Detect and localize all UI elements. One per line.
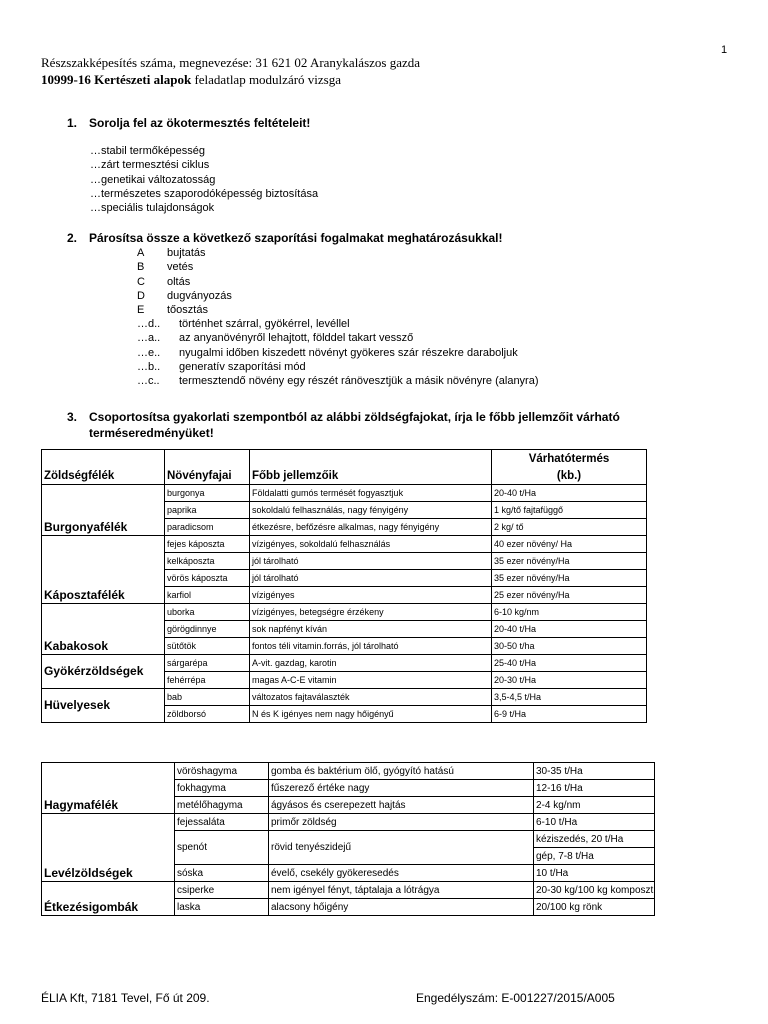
plant-cell: kelkáposzta: [165, 553, 250, 570]
group-burgonyafelek: Burgonyafélék: [42, 485, 165, 536]
feature-cell: vízigényes, betegségre érzékeny: [250, 604, 492, 621]
question-3-number: 3.: [67, 410, 78, 424]
feature-cell: jól tárolható: [250, 553, 492, 570]
term-row: [137, 246, 232, 260]
term-name: vetés: [167, 261, 194, 274]
term-name: tőosztás: [167, 304, 208, 317]
footer-address: ÉLIA Kft, 7181 Tevel, Fő út 209.: [41, 991, 210, 1005]
plant-cell: paradicsom: [165, 519, 250, 536]
feature-cell: alacsony hőigény: [269, 899, 534, 916]
feature-cell: változatos fajtaválaszték: [250, 689, 492, 706]
yield-cell: 10 t/Ha: [534, 865, 655, 882]
pair-row: [137, 360, 539, 374]
group-huvelyesek: Hüvelyesek: [42, 689, 165, 723]
pair-text: nyugalmi időben kiszedett növényt gyökeres szár részekre daraboljuk: [179, 346, 518, 359]
plant-cell: bab: [165, 689, 250, 706]
plant-cell: fejessaláta: [175, 814, 269, 831]
pair-row: [137, 374, 539, 388]
group-levelzoldsegek: Levélzöldségek: [42, 814, 175, 882]
question-3-title-line1: Csoportosítsa gyakorlati szempontból az alábbi zöldségfajokat, írja le főbb jellemzőit várható: [89, 410, 620, 424]
answer-item: …speciális tulajdonságok: [90, 202, 215, 215]
yield-cell: 30-35 t/Ha: [534, 763, 655, 780]
yield-cell: 25 ezer növény/Ha: [492, 587, 647, 604]
feature-cell: évelő, csekély gyökeresedés: [269, 865, 534, 882]
pair-answer: …c..: [137, 375, 160, 388]
yield-cell: 20/100 kg rönk: [534, 899, 655, 916]
pair-text: termesztendő növény egy részét ránövesztjük a másik növényre (alanyra): [179, 375, 539, 388]
plant-cell: vörös káposzta: [165, 570, 250, 587]
table-header-row: [42, 467, 647, 485]
footer-license: Engedélyszám: E-001227/2015/A005: [416, 991, 615, 1005]
pair-row: [137, 346, 539, 360]
yield-cell: 20-30 kg/100 kg komposzt: [534, 882, 655, 899]
group-kaposztafelek: Káposztafélék: [42, 536, 165, 604]
question-3-title-line2: terméseredményüket!: [89, 426, 214, 440]
feature-cell: sokoldalú felhasználás, nagy fényigény: [250, 502, 492, 519]
feature-cell: A-vit. gazdag, karotin: [250, 655, 492, 672]
plant-cell: paprika: [165, 502, 250, 519]
feature-cell: Földalatti gumós termését fogyasztjuk: [250, 485, 492, 502]
question-3: [67, 409, 727, 441]
plant-cell: karfiol: [165, 587, 250, 604]
question-2-title: Párosítsa össze a következő szaporítási fogalmakat meghatározásukkal!: [89, 231, 503, 245]
term-letter: E: [137, 304, 145, 317]
question-1: [67, 116, 310, 130]
feature-cell: magas A-C-E vitamin: [250, 672, 492, 689]
feature-cell: fontos téli vitamin.forrás, jól tárolható: [250, 638, 492, 655]
question-1-number: 1.: [67, 116, 78, 130]
yield-cell: 30-50 t/ha: [492, 638, 647, 655]
term-name: bujtatás: [167, 247, 206, 259]
table-row: [42, 604, 647, 621]
yield-cell: 40 ezer növény/ Ha: [492, 536, 647, 553]
feature-cell: gomba és baktérium ölő, gyógyító hatású: [269, 763, 534, 780]
yield-cell: 1 kg/tő fajtafüggő: [492, 502, 647, 519]
table-row: [42, 655, 647, 672]
plant-cell: zöldborsó: [165, 706, 250, 723]
header-variety: Növényfajai: [165, 467, 250, 485]
plant-cell: laska: [175, 899, 269, 916]
plant-cell: sütőtök: [165, 638, 250, 655]
question-1-answers: [90, 144, 318, 215]
term-row: [137, 289, 232, 303]
feature-cell: N és K igényes nem nagy hőigényű: [250, 706, 492, 723]
table-row: [42, 763, 655, 780]
group-etkezesigombak: Étkezésigombák: [42, 882, 175, 916]
plant-cell: metélőhagyma: [175, 797, 269, 814]
yield-cell: 35 ezer növény/Ha: [492, 570, 647, 587]
question-1-title: Sorolja fel az ökotermesztés feltételeit!: [89, 116, 311, 130]
vegetable-table: [41, 449, 647, 723]
header-module-code: 10999-16 Kertészeti alapok: [41, 72, 192, 87]
page-number: 1: [721, 44, 728, 56]
question-2-number: 2.: [67, 231, 78, 245]
feature-cell: primőr zöldség: [269, 814, 534, 831]
yield-cell: 6-10 kg/nm: [492, 604, 647, 621]
term-row: [137, 275, 232, 289]
table-row: [42, 882, 655, 899]
plant-cell: vöröshagyma: [175, 763, 269, 780]
feature-cell: nem igényel fényt, táptalaja a lótrágya: [269, 882, 534, 899]
pair-answer: …a..: [137, 332, 161, 345]
pair-answer: …b..: [137, 360, 161, 373]
yield-cell: 6-10 t/Ha: [534, 814, 655, 831]
header-cell-empty: [165, 450, 250, 468]
answer-item: …stabil termőképesség: [90, 145, 205, 157]
plant-cell: fokhagyma: [175, 780, 269, 797]
term-row: [137, 260, 232, 274]
feature-cell: sok napfényt kíván: [250, 621, 492, 638]
feature-cell: fűszerező értéke nagy: [269, 780, 534, 797]
plant-cell: fejes káposzta: [165, 536, 250, 553]
vegetable-table-2: [41, 762, 655, 916]
yield-cell: gép, 7-8 t/Ha: [534, 848, 655, 865]
pair-text: generatív szaporítási mód: [179, 360, 306, 373]
feature-cell: vízigényes: [250, 587, 492, 604]
table-header-row: [42, 450, 647, 468]
table-row: [42, 814, 655, 831]
yield-cell: 12-16 t/Ha: [534, 780, 655, 797]
feature-cell: jól tárolható: [250, 570, 492, 587]
term-row: [137, 303, 232, 317]
answer-item: …természetes szaporodóképesség biztosítása: [90, 187, 319, 200]
header-module-rest: feladatlap modulzáró vizsga: [191, 72, 342, 87]
yield-cell: 20-40 t/Ha: [492, 485, 647, 502]
question-2: [67, 231, 503, 245]
answer-item: …zárt termesztési ciklus: [90, 159, 210, 172]
header-cell-empty: [250, 450, 492, 468]
feature-cell: vízigényes, sokoldalú felhasználás: [250, 536, 492, 553]
header-module: [41, 72, 341, 88]
group-hagymafelek: Hagymafélék: [42, 763, 175, 814]
answer-item: …genetikai változatosság: [90, 173, 216, 186]
plant-cell: uborka: [165, 604, 250, 621]
group-gyokerzoldsegek: Gyökérzöldségek: [42, 655, 165, 689]
term-letter: B: [137, 261, 145, 274]
plant-cell: spenót: [175, 831, 269, 865]
yield-cell: 25-40 t/Ha: [492, 655, 647, 672]
header-qualification: Részszakképesítés száma, megnevezése: 31 621 02 Aranykalászos gazda: [41, 55, 421, 70]
pair-text: történhet szárral, gyökérrel, levéllel: [179, 318, 350, 330]
plant-cell: csiperke: [175, 882, 269, 899]
yield-cell: 20-40 t/Ha: [492, 621, 647, 638]
header-features: Főbb jellemzőik: [250, 467, 492, 485]
term-name: dugványozás: [167, 289, 232, 302]
plant-cell: fehérrépa: [165, 672, 250, 689]
pair-answer: …d..: [137, 318, 161, 330]
question-2-terms: [137, 246, 232, 317]
term-letter: C: [137, 275, 145, 288]
term-letter: D: [137, 289, 145, 302]
yield-cell: 2-4 kg/nm: [534, 797, 655, 814]
yield-cell: 35 ezer növény/Ha: [492, 553, 647, 570]
plant-cell: görögdinnye: [165, 621, 250, 638]
yield-cell: 2 kg/ tő: [492, 519, 647, 536]
plant-cell: sóska: [175, 865, 269, 882]
yield-cell: 6-9 t/Ha: [492, 706, 647, 723]
table-row: [42, 689, 647, 706]
question-2-pairs: [137, 317, 539, 388]
header-group: Zöldségfélék: [42, 467, 165, 485]
header-yield-line2: (kb.): [492, 467, 647, 485]
feature-cell: ágyásos és cserepezett hajtás: [269, 797, 534, 814]
table-row: [42, 536, 647, 553]
pair-row: [137, 317, 539, 331]
pair-row: [137, 331, 539, 345]
plant-cell: burgonya: [165, 485, 250, 502]
header-yield-line1: Várhatótermés: [492, 450, 647, 468]
group-kabakosok: Kabakosok: [42, 604, 165, 655]
term-name: oltás: [167, 275, 191, 288]
header-cell-empty: [42, 450, 165, 468]
plant-cell: sárgarépa: [165, 655, 250, 672]
pair-text: az anyanövényről lehajtott, földdel takart vessző: [179, 332, 414, 345]
pair-answer: …e..: [137, 346, 161, 359]
yield-cell: kéziszedés, 20 t/Ha: [534, 831, 655, 848]
yield-cell: 20-30 t/Ha: [492, 672, 647, 689]
term-letter: A: [137, 247, 145, 259]
feature-cell: étkezésre, befőzésre alkalmas, nagy fényigény: [250, 519, 492, 536]
yield-cell: 3,5-4,5 t/Ha: [492, 689, 647, 706]
table-row: [42, 485, 647, 502]
feature-cell: rövid tenyészidejű: [269, 831, 534, 865]
